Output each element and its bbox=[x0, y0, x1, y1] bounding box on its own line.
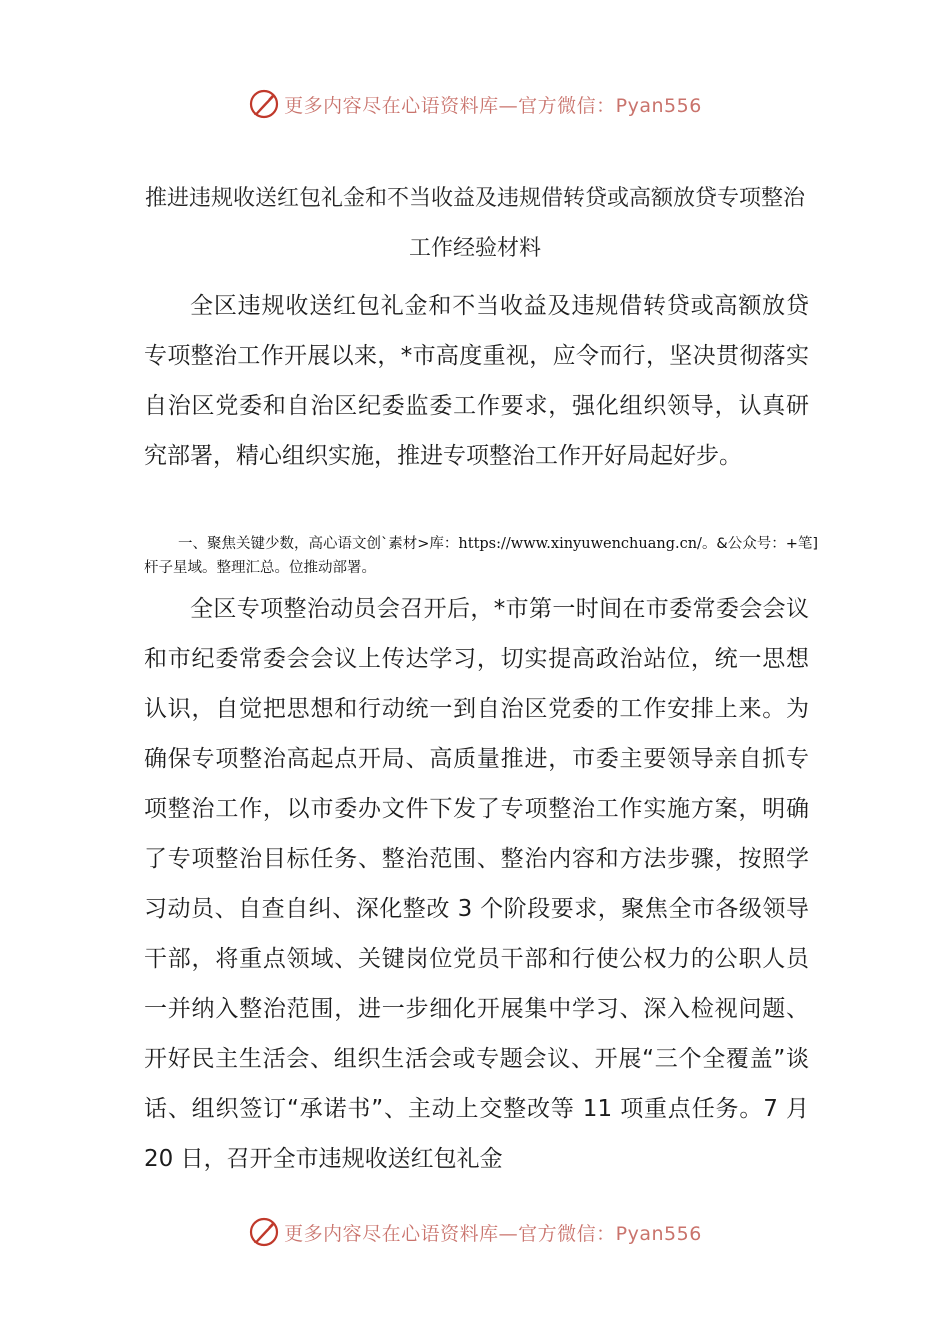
watermark-note: 一、聚焦关键少数，高心语文创`素材>库：https://www.xinyuwenchuang.cn/。&公众号：+笔]杆子星域。整理汇总。位推动部署。 bbox=[144, 536, 819, 576]
note-url: https://www.xinyuwenchuang.cn/ bbox=[458, 536, 702, 552]
quill-logo-icon bbox=[248, 1216, 280, 1248]
footer-banner bbox=[0, 1212, 950, 1252]
paragraph-body: 全区专项整治动员会召开后，*市第一时间在市委常委会会议和市纪委常委会会议上传达学习，切实提高政治站位，统一思想认识，自觉把思想和行动统一到自治区党委的工作安排上来。为确保专项整治高起点开局、高质量推进，市委主要领导亲自抓专项整治工作，以市委办文件下发了专项整治工作实施方案，明确了专项整治目标任务、整治范围、整治内容和方法步骤，按照学习动员、自查自纠、深化整改 3 个阶段要求，聚焦全市各级领导干部，将重点领域、关键岗位党员干部和行使公权力的公职人员一并纳入整治范围，进一步细化开展集中学习、深入检视问题、开好民主生活会、组织生活会或专题会议、开展“三个全覆盖”谈话、组织签订“承诺书”、主动上交整改等 11 项重点任务。7 月 20 日，召开全市违规收送红包礼金 bbox=[144, 596, 809, 1172]
banner-text: 更多内容尽在心语资料库—官方微信：Pyan556 bbox=[284, 94, 702, 117]
header-banner bbox=[0, 84, 950, 124]
document-title: 推进违规收送红包礼金和不当收益及违规借转贷或高额放贷专项整治工作经验材料 bbox=[144, 186, 805, 261]
wechat-id: Pyan556 bbox=[615, 1222, 702, 1245]
paragraph-intro: 全区违规收送红包礼金和不当收益及违规借转贷或高额放贷专项整治工作开展以来，*市高度重视，应令而行，坚决贯彻落实自治区党委和自治区纪委监委工作要求，强化组织领导，认真研究部署，精心组织实施，推进专项整治工作开好局起好步。 bbox=[144, 293, 809, 469]
quill-logo-icon bbox=[248, 88, 280, 120]
banner-text: 更多内容尽在心语资料库—官方微信：Pyan556 bbox=[284, 1222, 702, 1245]
wechat-id: Pyan556 bbox=[615, 94, 702, 117]
